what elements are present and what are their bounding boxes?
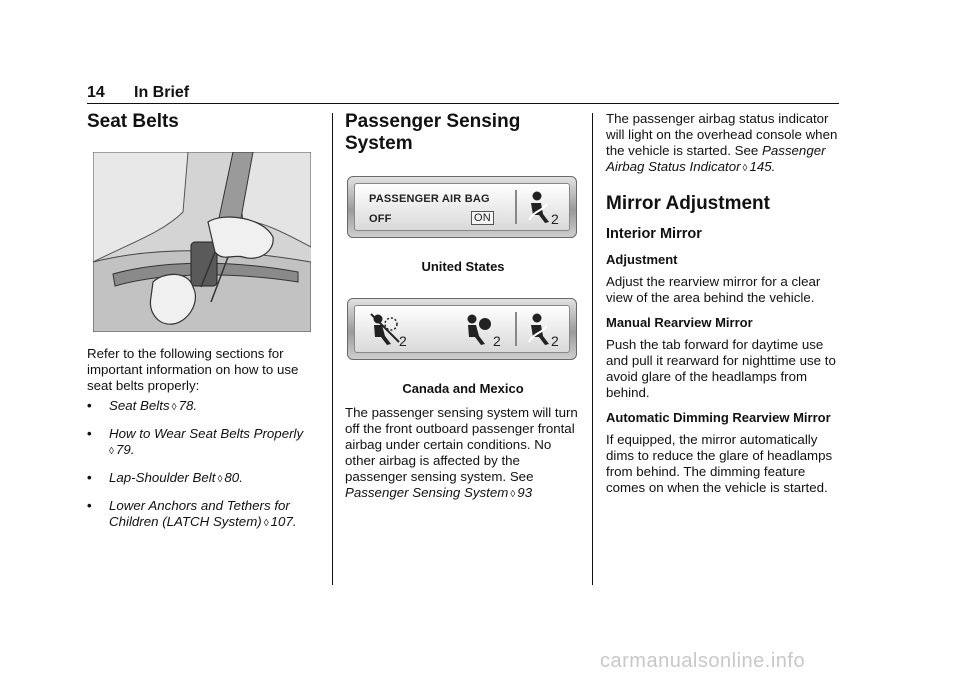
airbag-indicator-panel-us (347, 176, 577, 238)
page-ref-icon: ◊ (263, 518, 269, 529)
page-ref-icon: ◊ (510, 489, 516, 500)
page-ref-icon: ◊ (742, 163, 748, 174)
panel-on-label: ON (471, 211, 494, 225)
link-seat-belts[interactable]: Seat Belts (109, 398, 170, 413)
column-passenger-sensing (345, 108, 580, 155)
body-text: The passenger airbag status indicator will light on the overhead console when the vehicle is started. See (606, 111, 838, 158)
bullet-marker: • (87, 426, 92, 441)
panel-off-label: OFF (369, 213, 392, 225)
adjustment-heading: Adjustment (606, 252, 678, 267)
airbag-indicator-panel-canada-mexico (347, 298, 577, 360)
airbag-off-icon (369, 312, 403, 346)
passenger-sensing-body (345, 405, 581, 503)
column-divider-1 (332, 113, 333, 585)
column-seat-belts (87, 108, 323, 529)
auto-dimming-heading: Automatic Dimming Rearview Mirror (606, 410, 831, 425)
link-how-to-wear[interactable]: How to Wear Seat Belts Properly (109, 426, 304, 441)
list-item (87, 498, 323, 532)
bullet-marker: • (87, 470, 92, 485)
airbag-on-icon (463, 312, 497, 346)
adjustment-text: Adjust the rearview mirror for a clear view of the area behind the vehicle. (606, 274, 821, 305)
page-ref: 78. (178, 398, 198, 413)
panel-seat-number: 2 (551, 211, 559, 227)
link-passenger-sensing-system[interactable]: Passenger Sensing System (345, 485, 509, 500)
seat-belts-heading: Seat Belts (87, 111, 179, 132)
seat-belts-bullet-list (87, 388, 323, 532)
auto-dimming-text: If equipped, the mirror automatically dims to reduce the glare of headlamps from behind. The dimming feature comes on when the vehicle is started. (606, 432, 833, 495)
section-title: In Brief (134, 84, 190, 101)
caption-united-states: United States (421, 259, 505, 274)
column-mirror-adjustment (606, 108, 842, 496)
seat-belts-intro: Refer to the following sections for important information on how to use seat belts properly: (87, 346, 299, 393)
interior-mirror-heading: Interior Mirror (606, 226, 702, 242)
panel-seat-number: 2 (399, 333, 407, 349)
page-ref: 93 (517, 485, 533, 500)
panel-face (354, 305, 570, 353)
column-divider-2 (592, 113, 593, 585)
link-lap-shoulder-belt[interactable]: Lap-Shoulder Belt (109, 470, 216, 485)
watermark: carmanualsonline.info (600, 650, 806, 672)
seat-belt-illustration (93, 152, 311, 332)
body-text: The passenger sensing system will turn off the front outboard passenger frontal airbag under certain conditions. No other airbag is affected by the passenger sensing system. See (345, 405, 578, 484)
bullet-marker: • (87, 398, 92, 413)
mirror-adjustment-heading: Mirror Adjustment (606, 193, 770, 214)
header-rule (87, 103, 839, 104)
passenger-sensing-heading-line1: Passenger Sensing (345, 111, 521, 132)
manual-mirror-text: Push the tab forward for daytime use and pull it rearward for nighttime use to avoid glare of the headlamps from behind. (606, 337, 836, 400)
list-item (87, 426, 323, 460)
link-airbag-status-indicator[interactable]: Passenger Airbag Status Indicator (606, 143, 826, 174)
page-ref: 107. (270, 514, 297, 529)
manual-mirror-heading: Manual Rearview Mirror (606, 315, 753, 330)
page-number: 14 (87, 84, 105, 101)
list-item (87, 470, 323, 488)
page-ref: 79. (115, 442, 135, 457)
page-ref-icon: ◊ (171, 402, 177, 413)
page-ref: 145. (749, 159, 776, 174)
link-latch-system[interactable]: Lower Anchors and Tethers for Children (LATCH System) (109, 498, 290, 529)
panel-label: PASSENGER AIR BAG (369, 193, 490, 205)
airbag-status-intro (606, 111, 842, 177)
page-ref-icon: ◊ (109, 446, 114, 457)
caption-canada-mexico: Canada and Mexico (402, 381, 524, 396)
bullet-marker: • (87, 498, 92, 513)
panel-face (354, 183, 570, 231)
panel-seat-number: 2 (551, 333, 559, 349)
page-header (87, 84, 839, 104)
page-ref: 80. (224, 470, 243, 485)
page-ref-icon: ◊ (217, 474, 223, 485)
panel-separator (515, 312, 517, 346)
panel-seat-number: 2 (493, 333, 501, 349)
list-item (87, 398, 323, 416)
passenger-sensing-heading-line2: System (345, 133, 413, 154)
panel-separator (515, 190, 517, 224)
